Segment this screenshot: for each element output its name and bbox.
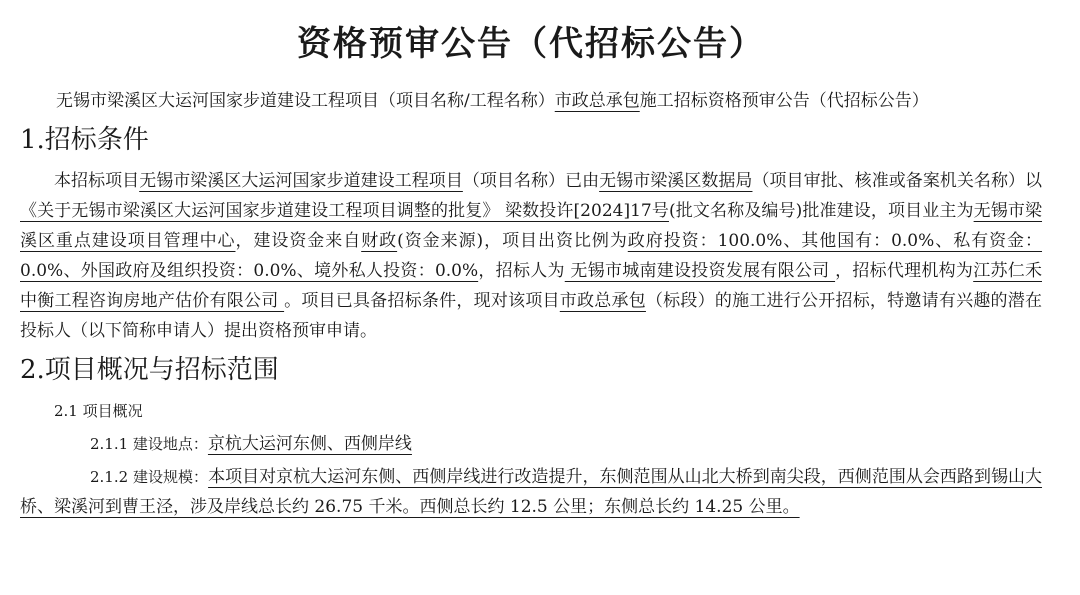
approval-document: 《关于无锡市梁溪区大运河国家步道建设工程项目调整的批复》 梁数投许[2024]17号 — [20, 201, 669, 221]
text-run: （项目审批、核准或备案机关名称）以 — [752, 171, 1043, 191]
project-owner: 无锡市梁溪区重点建设项目管理中心 — [20, 201, 1043, 251]
notice-subtitle — [20, 86, 1042, 116]
approval-authority: 无锡市梁溪区数据局 — [599, 171, 753, 191]
text-run: （标段）的施工进行公开招标，特邀请有兴趣的潜在投标人（以下简称申请人）提出资格预审申请。 — [20, 291, 1043, 341]
bidding-conditions-paragraph — [20, 166, 1042, 346]
subsection-project-overview: 2.1 项目概况 — [54, 402, 143, 420]
funding-source: 财政 — [361, 231, 398, 251]
text-run: 。项目已具备招标条件，现对该项目 — [284, 291, 560, 311]
text-run: ，招标代理机构为 — [835, 261, 974, 281]
funding-ratio: 政府投资：100.0%、其他国有：0.0%、私有资金：0.0%、外国政府及组织投资：0.0%、境外私人投资：0.0% — [20, 231, 1043, 281]
location-value: 京杭大运河东侧、西侧岸线 — [207, 434, 412, 454]
section-heading-project-overview: 2.项目概况与招标范围 — [20, 355, 279, 385]
text-run: (资金来源)，项目出资比例为 — [397, 231, 628, 251]
text-run: ，招标人为 — [478, 261, 565, 281]
scale-value: 本项目对京杭大运河东侧、西侧岸线进行改造提升，东侧范围从山北大桥到南尖段，西侧范围从会西路到锡山大桥、梁溪河到曹王泾，涉及岸线总长约 26.75 千米。西侧总长约 12.5 公里；东侧总长约 14.25 公里。 — [20, 467, 1043, 517]
construction-location — [20, 429, 1042, 459]
bid-section: 市政总承包 — [559, 291, 646, 311]
text-run: (批文名称及编号)批准建设，项目业主为 — [668, 201, 974, 221]
project-name: 无锡市梁溪区大运河国家步道建设工程项目 — [139, 171, 463, 191]
text-run: ，建设资金来自 — [235, 231, 362, 251]
text-run: 本招标项目 — [54, 171, 140, 191]
subtitle-suffix: 施工招标资格预审公告（代招标公告） — [639, 91, 929, 111]
tenderer: 无锡市城南建设投资发展有限公司 — [564, 261, 836, 281]
location-label: 2.1.1 建设地点： — [90, 435, 208, 453]
section-heading-bidding-conditions: 1.招标条件 — [20, 125, 149, 155]
subtitle-section: 市政总承包 — [554, 91, 640, 111]
page-title: 资格预审公告（代招标公告） — [297, 24, 765, 64]
tender-agent: 江苏仁禾中衡工程咨询房地产估价有限公司 — [20, 261, 1042, 311]
construction-scale — [20, 462, 1042, 522]
text-run: （项目名称）已由 — [462, 171, 600, 191]
scale-label: 2.1.2 建设规模： — [90, 468, 209, 486]
subtitle-project: 无锡市梁溪区大运河国家步道建设工程项目（项目名称/工程名称） — [56, 91, 555, 111]
